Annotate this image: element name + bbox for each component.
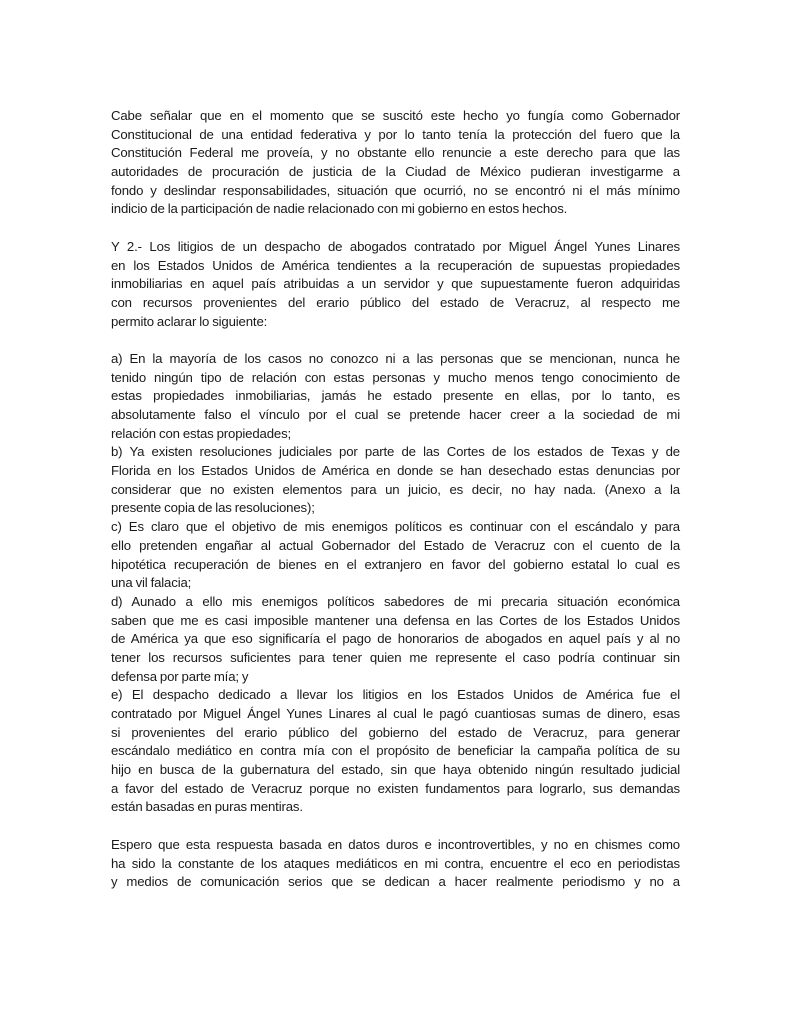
paragraph-point-2 <box>111 238 680 331</box>
paragraph-spacer <box>111 817 680 836</box>
text-line: absolutamente falso el vínculo por el cual se pretende hacer creer a la sociedad de mi <box>111 407 680 422</box>
text-line: hipotética recuperación de bienes en el extranjero en favor del gobierno estatal lo cual es <box>111 556 680 572</box>
text-line: a favor del estado de Veracruz porque no existen fundamentos para lograrlo, sus demandas <box>111 780 680 796</box>
text-line: están basadas en puras mentiras. <box>111 799 303 815</box>
text-line: en los Estados Unidos de América tendientes a la recuperación de supuestas propiedades <box>111 257 680 273</box>
list-item-c: c) Es claro que el objetivo de mis enemigos políticos es continuar con el escándalo y para <box>111 519 680 535</box>
text-line: una vil falacia; <box>111 575 192 591</box>
list-item-d: d) Aunado a ello mis enemigos políticos sabedores de mi precaria situación económica <box>111 593 680 609</box>
text-line: de América ya que eso significaría el pago de honorarios de abogados en aquel país y al no <box>111 631 680 647</box>
document-page <box>111 107 680 892</box>
list-item-b: b) Ya existen resoluciones judiciales por parte de las Cortes de los estados de Texas y de <box>111 444 680 460</box>
list-item-a: a) En la mayoría de los casos no conozco ni a las personas que se mencionan, nunca he <box>111 350 680 366</box>
text-line: con recursos provenientes del erario público del estado de Veracruz, al respecto me <box>111 294 680 310</box>
text-line: Y 2.- Los litigios de un despacho de abogados contratado por Miguel Ángel Yunes Linares <box>111 238 680 254</box>
text-line: relación con estas propiedades; <box>111 425 292 441</box>
text-line: indicio de la participación de nadie relacionado con mi gobierno en estos hechos. <box>111 201 568 217</box>
paragraph-list-a-e <box>111 350 680 817</box>
paragraph-intro <box>111 107 680 219</box>
text-line: Cabe señalar que en el momento que se suscitó este hecho yo fungía como Gobernador <box>111 108 680 123</box>
text-line: estas propiedades inmobiliarias, jamás he estado presente en ellas, por lo tanto, es <box>111 388 680 404</box>
text-line: Espero que esta respuesta basada en datos duros e incontrovertibles, y no en chismes como <box>111 836 680 852</box>
text-line: ha sido la constante de los ataques mediáticos en mi contra, encuentre el eco en periodistas <box>111 855 680 871</box>
paragraph-closing <box>111 836 680 892</box>
list-item-e: e) El despacho dedicado a llevar los litigios en los Estados Unidos de América fue el <box>111 687 680 703</box>
paragraph-spacer <box>111 219 680 238</box>
paragraph-spacer <box>111 331 680 350</box>
text-line: Constitucional de una entidad federativa y por lo tanto tenía la protección del fuero que la <box>111 126 680 142</box>
text-line: ello pretenden engañar al actual Gobernador del Estado de Veracruz con el cuento de la <box>111 537 680 553</box>
text-line: escándalo mediático en contra mía con el propósito de beneficiar la campaña política de su <box>111 743 680 759</box>
text-line: defensa por parte mía; y <box>111 668 249 684</box>
text-line: tener los recursos suficientes para tener quien me represente el caso podría continuar sin <box>111 649 680 665</box>
text-line: presente copia de las resoluciones); <box>111 500 315 516</box>
text-line: y medios de comunicación serios que se dedican a hacer realmente periodismo y no a <box>111 874 680 890</box>
text-line: tenido ningún tipo de relación con estas personas y mucho menos tengo conocimiento de <box>111 369 680 385</box>
text-line: considerar que no existen elementos para un juicio, es decir, no hay nada. (Anexo a la <box>111 481 680 497</box>
text-line: Florida en los Estados Unidos de América en donde se han desechado estas denuncias por <box>111 463 680 479</box>
text-line: permito aclarar lo siguiente: <box>111 313 268 329</box>
text-line: saben que me es casi imposible mantener una defensa en las Cortes de los Estados Unidos <box>111 612 680 628</box>
text-line: si provenientes del erario público del gobierno del estado de Veracruz, para generar <box>111 724 680 740</box>
text-line: autoridades de procuración de justicia de la Ciudad de México pudieran investigarme a <box>111 164 680 180</box>
text-line: hijo en busca de la gubernatura del estado, sin que haya obtenido ningún resultado judicial <box>111 762 680 778</box>
text-line: Constitución Federal me proveía, y no obstante ello renuncie a este derecho para que las <box>111 145 680 161</box>
text-line: fondo y deslindar responsabilidades, situación que ocurrió, no se encontró ni el más mínimo <box>111 182 680 198</box>
text-line: inmobiliarias en aquel país atribuidas a un servidor y que supuestamente fueron adquiridas <box>111 276 680 292</box>
text-line: contratado por Miguel Ángel Yunes Linares al cual le pagó cuantiosas sumas de dinero, esas <box>111 706 680 721</box>
